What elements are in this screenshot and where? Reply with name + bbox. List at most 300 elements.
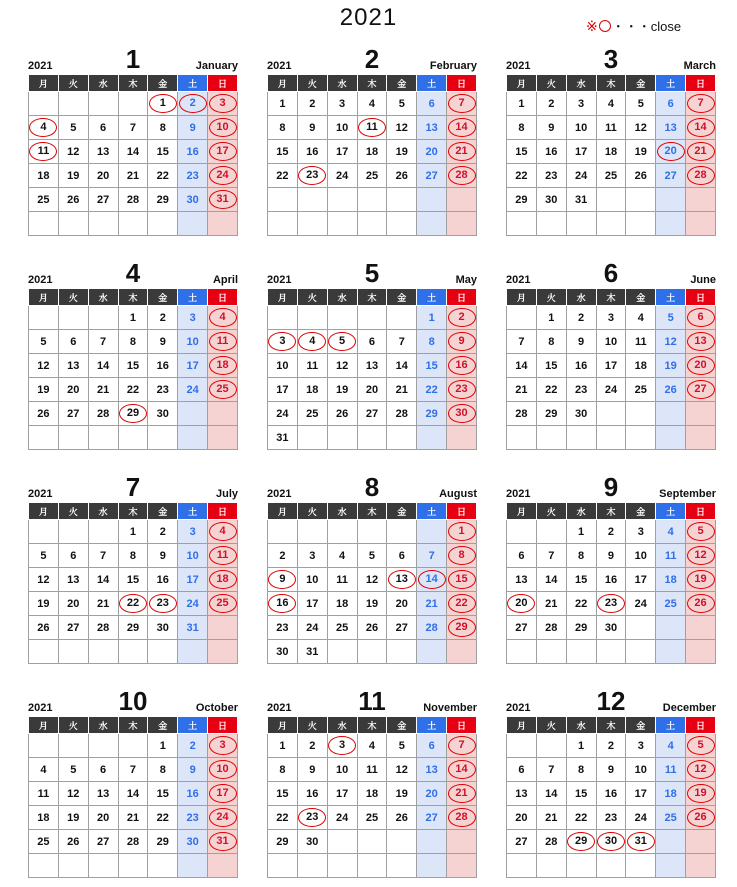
week-row: [507, 592, 716, 616]
day-cell: [656, 306, 686, 330]
weekday-header: 月: [507, 717, 537, 734]
weekday-header: 水: [88, 75, 118, 92]
empty-cell: [387, 212, 417, 236]
weekday-header: 月: [29, 75, 59, 92]
month-grid: [28, 288, 238, 450]
weekday-header: 金: [148, 717, 178, 734]
day-cell: [118, 378, 148, 402]
weekday-header: 月: [268, 289, 298, 306]
day-cell: [58, 140, 88, 164]
day-cell: [58, 616, 88, 640]
day-cell: [118, 758, 148, 782]
day-number: 9: [607, 549, 615, 562]
day-number: 29: [574, 621, 588, 634]
month-name: May: [455, 274, 477, 286]
day-number: 20: [67, 597, 80, 610]
day-number: 20: [425, 787, 438, 800]
day-number: 27: [425, 811, 438, 824]
week-row: [29, 188, 238, 212]
day-number: 8: [129, 549, 137, 562]
closed-day-cell: [29, 116, 59, 140]
month-number: 10: [118, 686, 148, 716]
day-number: 16: [186, 787, 199, 800]
day-cell: [417, 306, 447, 330]
day-cell: [268, 830, 298, 854]
day-number: 18: [306, 383, 319, 396]
empty-cell: [686, 616, 716, 640]
week-row: [29, 164, 238, 188]
empty-cell: [566, 640, 596, 664]
day-number: 28: [126, 193, 140, 206]
day-number: 10: [186, 335, 199, 348]
day-number: 21: [448, 784, 476, 803]
week-row: [29, 592, 238, 616]
week-row: [507, 212, 716, 236]
day-number: 12: [37, 359, 50, 372]
day-number: 1: [448, 522, 476, 541]
day-cell: [357, 806, 387, 830]
day-cell: [29, 330, 59, 354]
legend: [586, 16, 681, 35]
day-number: 9: [448, 332, 476, 351]
empty-cell: [656, 640, 686, 664]
day-cell: [88, 402, 118, 426]
weekday-header: 日: [686, 289, 716, 306]
week-row: [268, 592, 477, 616]
day-number: 21: [96, 383, 110, 396]
day-number: 25: [604, 169, 618, 182]
day-number: 4: [667, 525, 674, 538]
day-cell: [536, 354, 566, 378]
day-number: 27: [96, 835, 110, 848]
empty-cell: [626, 426, 656, 450]
page-title: 2021: [339, 4, 398, 31]
day-cell: [178, 354, 208, 378]
weekday-header: 火: [58, 717, 88, 734]
day-number: 8: [279, 121, 286, 134]
month-calendar: [267, 686, 477, 878]
day-number: 13: [67, 573, 80, 586]
day-cell: [148, 354, 178, 378]
month-calendar: [28, 44, 238, 236]
day-number: 20: [96, 169, 110, 182]
day-number: 14: [448, 760, 476, 779]
day-number: 29: [425, 407, 438, 420]
empty-cell: [178, 640, 208, 664]
empty-cell: [447, 830, 477, 854]
day-cell: [58, 758, 88, 782]
empty-cell: [297, 306, 327, 330]
day-cell: [148, 330, 178, 354]
day-number: 3: [268, 332, 296, 351]
day-number: 25: [365, 169, 379, 182]
closed-day-cell: [447, 782, 477, 806]
day-number: 4: [298, 332, 326, 351]
day-number: 13: [425, 763, 438, 776]
week-row: [507, 782, 716, 806]
empty-cell: [208, 426, 238, 450]
weekday-header: 土: [178, 717, 208, 734]
closed-day-cell: [208, 188, 238, 212]
weekday-header: 日: [447, 75, 477, 92]
day-cell: [297, 378, 327, 402]
day-cell: [58, 568, 88, 592]
weekday-header: 月: [29, 289, 59, 306]
day-number: 22: [574, 811, 588, 824]
day-cell: [268, 806, 298, 830]
empty-cell: [417, 426, 447, 450]
day-number: 7: [100, 549, 107, 562]
empty-cell: [118, 640, 148, 664]
weekday-header: 土: [656, 503, 686, 520]
day-cell: [536, 782, 566, 806]
day-cell: [178, 592, 208, 616]
day-number: 23: [448, 380, 476, 399]
empty-cell: [118, 426, 148, 450]
month-name: June: [690, 274, 716, 286]
closed-day-cell: [447, 758, 477, 782]
day-cell: [297, 402, 327, 426]
day-cell: [387, 782, 417, 806]
day-number: 14: [545, 787, 558, 800]
day-number: 25: [209, 380, 237, 399]
day-cell: [566, 378, 596, 402]
month-grid: [267, 716, 477, 878]
day-number: 1: [279, 739, 286, 752]
day-number: 30: [597, 832, 625, 851]
weekday-header: 火: [536, 717, 566, 734]
day-cell: [58, 188, 88, 212]
day-number: 29: [276, 835, 289, 848]
weekday-header: 月: [268, 503, 298, 520]
day-number: 10: [209, 118, 237, 137]
weekday-header: 金: [626, 717, 656, 734]
day-number: 22: [425, 383, 438, 396]
empty-cell: [507, 640, 537, 664]
day-number: 18: [209, 570, 237, 589]
weekday-header: 日: [686, 503, 716, 520]
weekday-header: 木: [357, 289, 387, 306]
day-number: 13: [365, 359, 379, 372]
day-number: 22: [545, 383, 558, 396]
day-cell: [417, 544, 447, 568]
closed-day-cell: [208, 592, 238, 616]
day-cell: [148, 544, 178, 568]
day-cell: [178, 782, 208, 806]
day-cell: [58, 806, 88, 830]
day-number: 9: [159, 335, 166, 348]
week-row: [507, 306, 716, 330]
day-number: 12: [634, 121, 647, 134]
month-header: [506, 686, 716, 716]
day-cell: [596, 734, 626, 758]
closed-day-cell: [118, 402, 148, 426]
weekday-header: 木: [596, 289, 626, 306]
closed-day-cell: [208, 306, 238, 330]
day-number: 4: [667, 739, 674, 752]
weekday-header: 木: [118, 503, 148, 520]
day-cell: [29, 402, 59, 426]
day-number: 11: [358, 118, 386, 137]
month-header: [267, 258, 477, 288]
day-number: 24: [335, 169, 349, 182]
day-cell: [596, 92, 626, 116]
weekday-header: 水: [566, 289, 596, 306]
day-number: 11: [605, 121, 617, 134]
week-row: [507, 116, 716, 140]
empty-cell: [178, 854, 208, 878]
empty-cell: [656, 212, 686, 236]
month-grid: [28, 716, 238, 878]
empty-cell: [29, 734, 59, 758]
day-cell: [58, 164, 88, 188]
month-header: [267, 472, 477, 502]
day-cell: [536, 592, 566, 616]
day-number: 17: [604, 359, 618, 372]
weekday-header: 水: [88, 503, 118, 520]
day-cell: [327, 354, 357, 378]
day-number: 31: [186, 621, 199, 634]
day-number: 19: [395, 145, 408, 158]
day-cell: [58, 402, 88, 426]
empty-cell: [29, 854, 59, 878]
day-number: 28: [448, 808, 476, 827]
weekday-header: 土: [417, 75, 447, 92]
empty-cell: [88, 426, 118, 450]
day-cell: [118, 354, 148, 378]
week-row: [268, 306, 477, 330]
closed-day-cell: [208, 354, 238, 378]
empty-cell: [29, 212, 59, 236]
empty-cell: [447, 426, 477, 450]
weekday-header: 金: [387, 289, 417, 306]
closed-day-cell: [118, 592, 148, 616]
day-cell: [178, 164, 208, 188]
day-number: 3: [209, 736, 237, 755]
day-cell: [417, 592, 447, 616]
empty-cell: [387, 640, 417, 664]
empty-cell: [327, 640, 357, 664]
month-calendar: [506, 472, 716, 664]
day-cell: [268, 640, 298, 664]
day-cell: [268, 758, 298, 782]
day-number: 2: [607, 739, 615, 752]
week-row: [268, 544, 477, 568]
weekday-header: 金: [387, 717, 417, 734]
month-header: [28, 44, 238, 74]
day-number: 8: [159, 763, 166, 776]
month-year: 2021: [506, 274, 531, 286]
day-number: 2: [548, 97, 555, 110]
month-number: 4: [125, 258, 141, 288]
day-number: 5: [398, 739, 405, 752]
day-number: 12: [37, 573, 50, 586]
day-number: 5: [687, 522, 715, 541]
week-row: [268, 378, 477, 402]
day-cell: [566, 354, 596, 378]
day-cell: [297, 92, 327, 116]
day-cell: [268, 616, 298, 640]
day-number: 12: [687, 760, 715, 779]
day-number: 19: [687, 570, 715, 589]
empty-cell: [327, 306, 357, 330]
closed-day-cell: [447, 306, 477, 330]
day-number: 11: [37, 787, 50, 800]
day-cell: [268, 116, 298, 140]
day-cell: [327, 378, 357, 402]
day-number: 14: [687, 118, 715, 137]
day-cell: [596, 306, 626, 330]
day-number: 30: [306, 835, 319, 848]
month-grid: [506, 502, 716, 664]
week-row: [507, 734, 716, 758]
week-row: [268, 140, 477, 164]
day-cell: [178, 806, 208, 830]
closed-day-cell: [208, 164, 238, 188]
empty-cell: [596, 854, 626, 878]
day-number: 10: [634, 549, 647, 562]
day-cell: [118, 164, 148, 188]
day-cell: [297, 354, 327, 378]
day-number: 22: [448, 594, 476, 613]
closed-day-cell: [297, 330, 327, 354]
day-number: 6: [70, 549, 77, 562]
day-cell: [327, 164, 357, 188]
closed-day-cell: [447, 92, 477, 116]
day-cell: [268, 140, 298, 164]
day-cell: [118, 544, 148, 568]
day-number: 23: [545, 169, 558, 182]
day-number: 11: [209, 332, 237, 351]
day-number: 23: [604, 811, 618, 824]
empty-cell: [118, 212, 148, 236]
month-number: 12: [596, 686, 626, 716]
day-cell: [417, 734, 447, 758]
week-row: [29, 806, 238, 830]
day-number: 28: [425, 621, 438, 634]
day-cell: [297, 568, 327, 592]
empty-cell: [507, 212, 537, 236]
day-number: 6: [398, 549, 405, 562]
week-row: [29, 402, 238, 426]
day-number: 3: [607, 311, 615, 324]
day-number: 19: [67, 811, 80, 824]
day-number: 7: [448, 94, 476, 113]
day-number: 25: [664, 811, 677, 824]
day-number: 19: [365, 597, 379, 610]
day-cell: [58, 592, 88, 616]
day-cell: [387, 544, 417, 568]
day-number: 18: [335, 597, 349, 610]
month-year: 2021: [506, 60, 531, 72]
day-number: 17: [634, 573, 647, 586]
weekday-header: 木: [357, 717, 387, 734]
day-cell: [297, 640, 327, 664]
closed-day-cell: [447, 734, 477, 758]
day-number: 2: [279, 549, 286, 562]
day-cell: [656, 806, 686, 830]
day-number: 11: [634, 335, 647, 348]
day-number: 25: [37, 193, 50, 206]
week-row: [268, 640, 477, 664]
empty-cell: [58, 212, 88, 236]
empty-cell: [387, 854, 417, 878]
empty-cell: [327, 188, 357, 212]
day-number: 30: [156, 621, 169, 634]
day-cell: [148, 616, 178, 640]
month-calendar: [28, 472, 238, 664]
weekday-header: 金: [387, 503, 417, 520]
day-cell: [507, 568, 537, 592]
day-number: 30: [186, 835, 199, 848]
day-number: 19: [37, 383, 50, 396]
day-number: 8: [578, 763, 585, 776]
day-number: 27: [67, 621, 80, 634]
day-number: 31: [209, 190, 237, 209]
closed-day-cell: [268, 568, 298, 592]
day-number: 17: [634, 787, 647, 800]
closed-day-cell: [686, 592, 716, 616]
day-number: 20: [657, 142, 685, 161]
day-number: 16: [448, 356, 476, 375]
day-number: 13: [687, 332, 715, 351]
weekday-header: 日: [208, 289, 238, 306]
day-number: 15: [425, 359, 438, 372]
empty-cell: [566, 426, 596, 450]
day-cell: [387, 758, 417, 782]
month-calendar: [506, 686, 716, 878]
empty-cell: [88, 854, 118, 878]
closed-day-cell: [208, 830, 238, 854]
week-row: [29, 306, 238, 330]
day-number: 20: [365, 383, 379, 396]
closed-day-cell: [208, 520, 238, 544]
empty-cell: [297, 520, 327, 544]
week-row: [507, 140, 716, 164]
day-number: 24: [209, 808, 237, 827]
day-number: 23: [276, 621, 289, 634]
month-name: December: [662, 702, 716, 714]
day-number: 7: [518, 335, 525, 348]
day-cell: [387, 616, 417, 640]
day-cell: [148, 520, 178, 544]
closed-day-cell: [566, 830, 596, 854]
week-row: [29, 378, 238, 402]
day-number: 25: [335, 621, 349, 634]
day-number: 21: [687, 142, 715, 161]
day-number: 17: [209, 142, 237, 161]
day-number: 14: [545, 573, 558, 586]
day-number: 9: [309, 763, 316, 776]
empty-cell: [208, 616, 238, 640]
day-number: 29: [119, 404, 147, 423]
day-cell: [507, 782, 537, 806]
month-year: 2021: [267, 60, 292, 72]
empty-cell: [148, 426, 178, 450]
day-number: 3: [328, 736, 356, 755]
day-number: 10: [604, 335, 618, 348]
day-number: 10: [186, 549, 199, 562]
week-row: [268, 734, 477, 758]
day-cell: [656, 734, 686, 758]
day-cell: [566, 568, 596, 592]
day-number: 7: [129, 121, 137, 134]
day-cell: [178, 830, 208, 854]
day-cell: [88, 378, 118, 402]
weekday-header: 火: [297, 717, 327, 734]
day-cell: [148, 306, 178, 330]
closed-day-cell: [208, 116, 238, 140]
